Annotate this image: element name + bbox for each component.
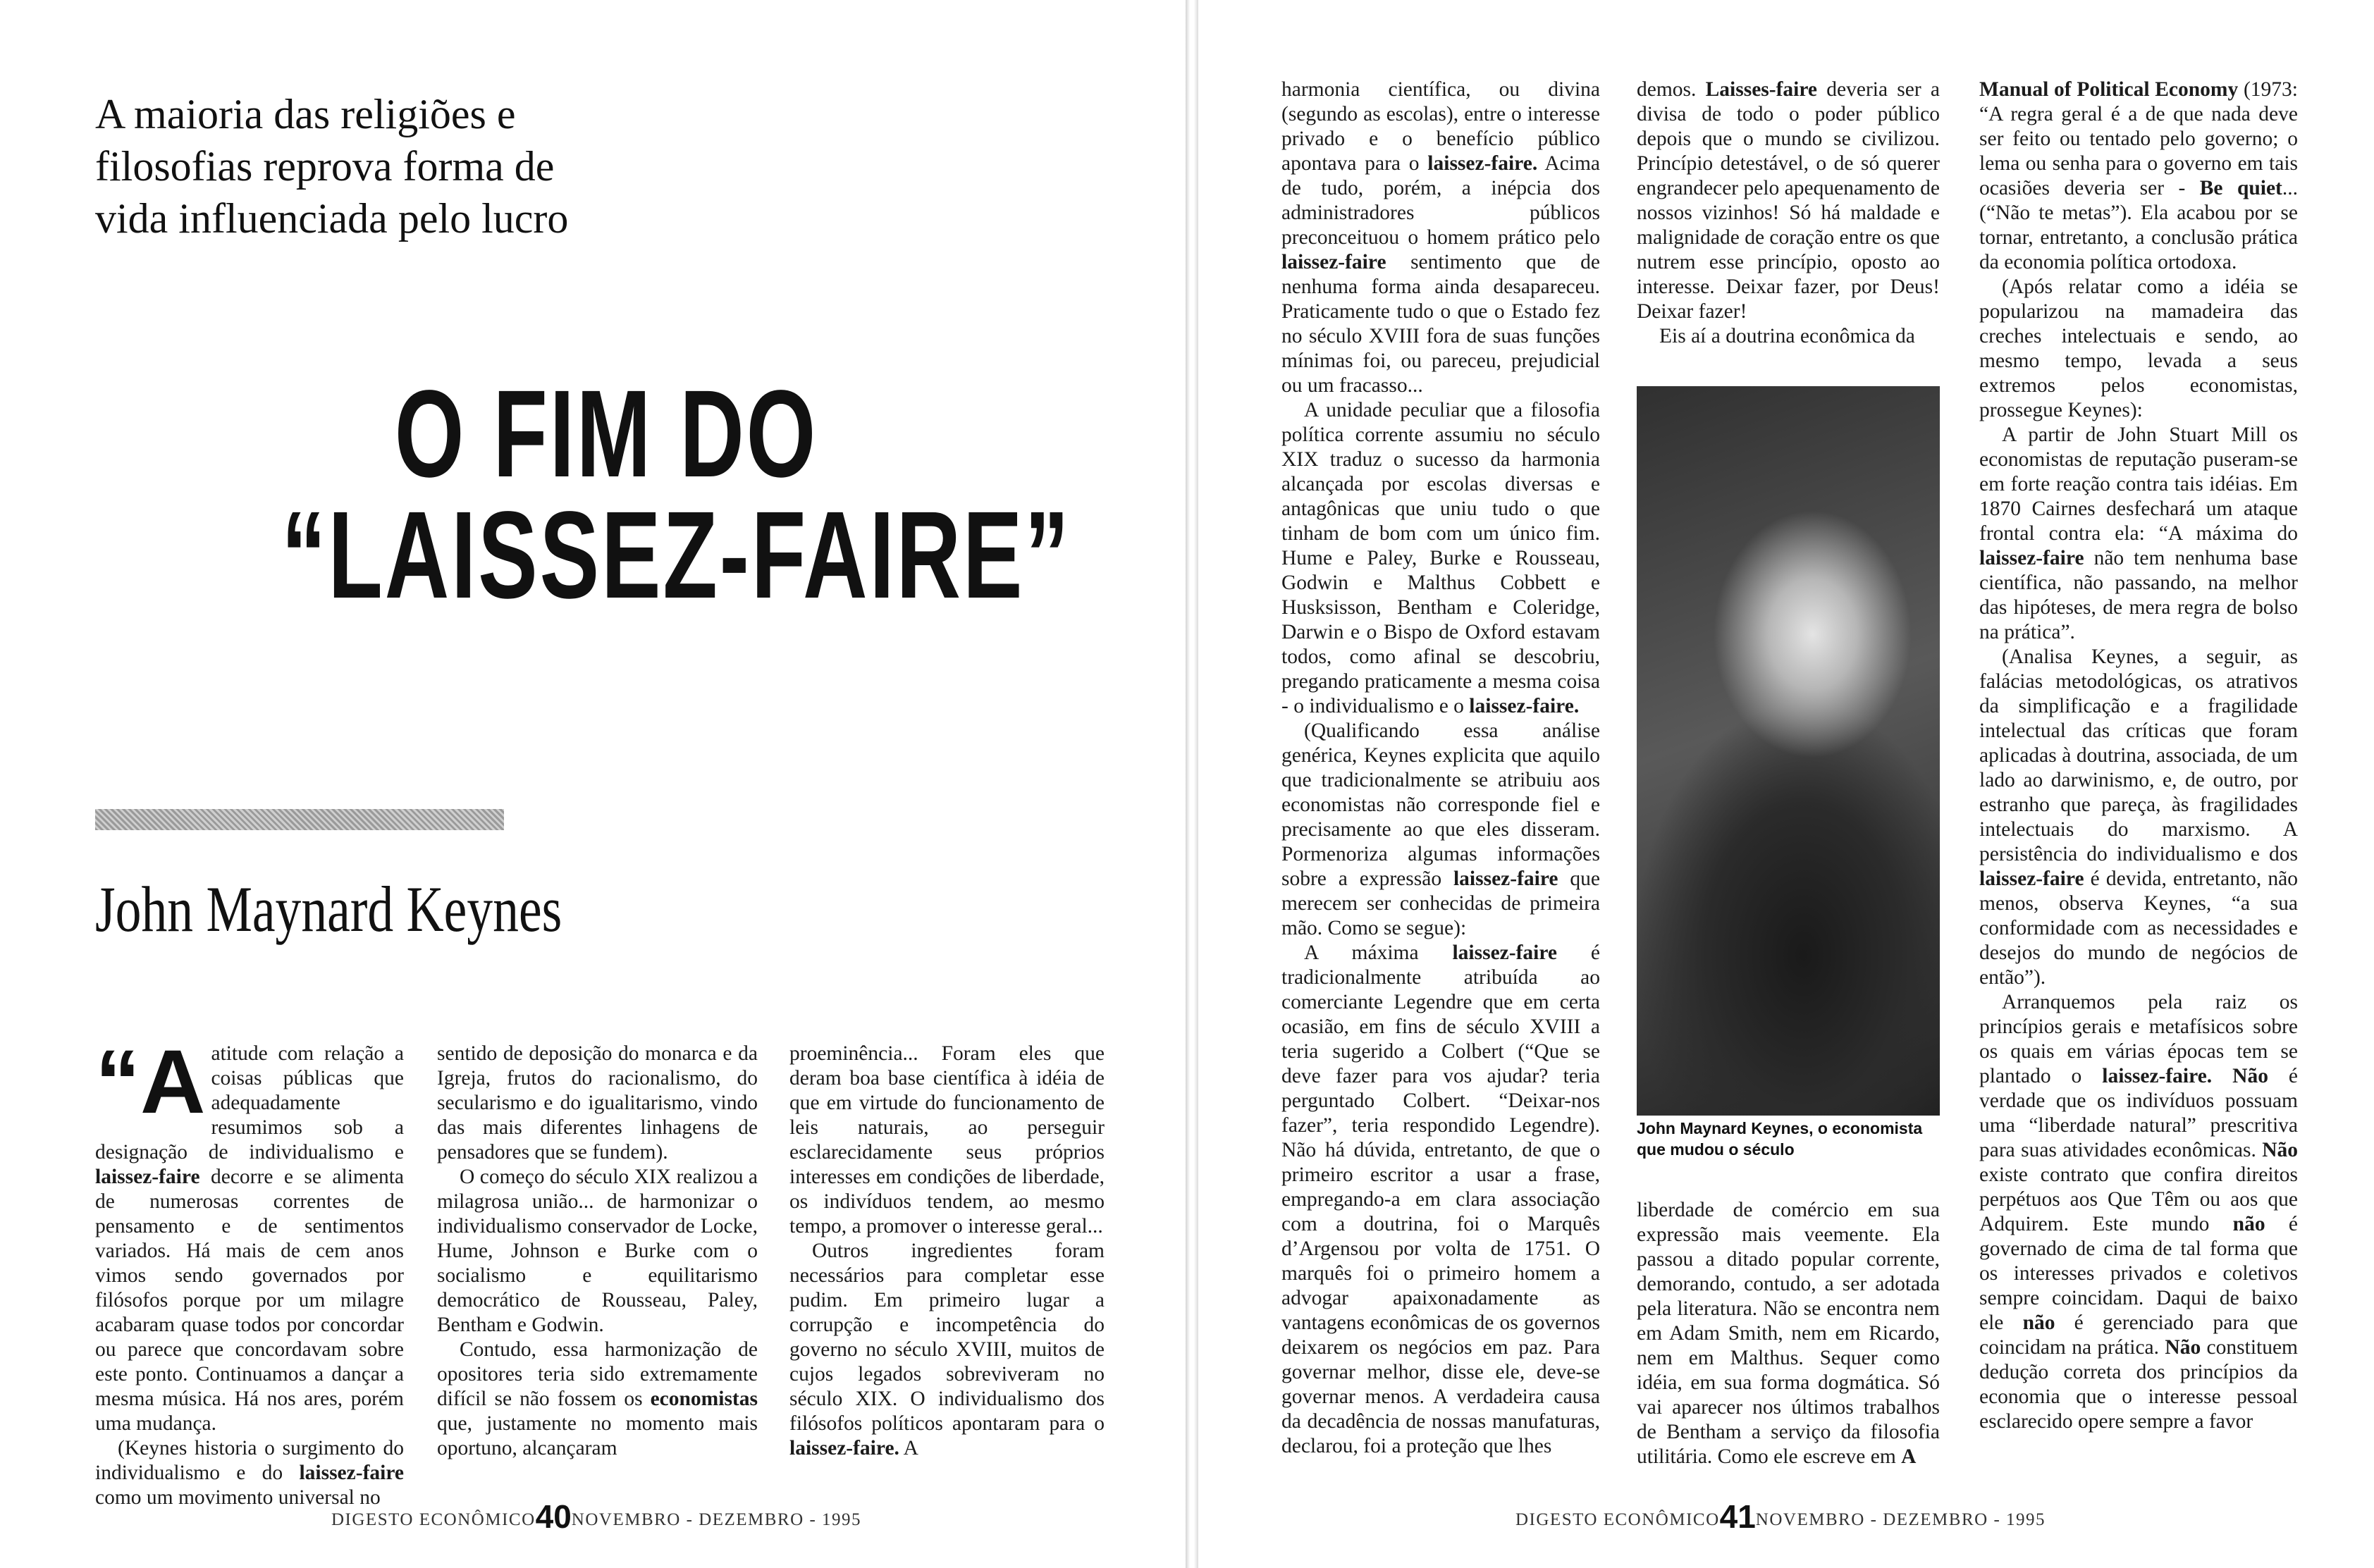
headline-line-2: “LAISSEZ-FAIRE”: [281, 486, 1071, 624]
footer-publication: DIGESTO ECONÔMICO: [1515, 1510, 1720, 1529]
keynes-portrait-photo: [1637, 386, 1940, 1116]
footer-publication: DIGESTO ECONÔMICO: [331, 1510, 536, 1529]
paragraph: harmonia científica, ou divina (segundo as escolas), entre o interesse privado e o benefício público apontava para o laissez-faire. Acima de tudo, porém, a inépcia dos administradores públicos preconceituou o homem prático pelo laissez-faire sentimento que de nenhuma forma ainda desapareceu. Praticamente tudo o que o Estado fez no século XVIII fora de suas funções mínimas foi, ou pareceu, prejudicial ou um fracasso...: [1281, 78, 1600, 397]
left-column-2: [437, 1042, 758, 1461]
paragraph: Manual of Political Economy (1973: “A regra geral é a de que nada deve ser feito ou tentado pelo governo; o lema ou senha para o governo em tais ocasiões deveria ser - Be quiet... (“Não te metas”). Ela acabou por se tornar, entretanto, a conclusão prática da economia política ortodoxa.: [1979, 78, 2298, 273]
headline-line-1: O FIM DO: [394, 365, 818, 503]
photo-caption: John Maynard Keynes, o economista que mudou o século: [1637, 1119, 1923, 1159]
article-headline: [281, 365, 1071, 624]
page-number: 40: [535, 1498, 572, 1535]
page-number: 41: [1719, 1498, 1756, 1535]
right-column-1: [1281, 78, 1600, 1459]
right-column-3: [1979, 78, 2298, 1434]
paragraph: (Após relatar como a idéia se popularizou na mamadeira das creches intelectuais e sendo, ao mesmo tempo, levada a seus extremos pelos economistas, prossegue Keynes):: [1979, 276, 2298, 421]
right-column-2-continued: [1637, 1198, 1940, 1469]
left-page: [0, 0, 1186, 1568]
paragraph: Arranquemos pela raiz os princípios gerais e metafísicos sobre os quais em várias épocas tem se plantado o laissez-faire. Não é verdade que os indivíduos possuam uma “liberdade natural” prescritiva para suas atividades econômicas. Não existe contrato que confira direitos perpétuos aos Que Têm ou aos que Adquirem. Este mundo não é governado de cima de tal forma que os interesses privados e coletivos sempre coincidam. Daqui de baixo ele não é gerenciado para que coincidam na prática. Não constituem dedução correta dos princípios da economia que o interesse pessoal esclarecido opere sempre a favor: [1979, 991, 2299, 1433]
page-gutter: [1186, 0, 1198, 1568]
page-footer: [331, 1498, 861, 1536]
paragraph: “Aatitude com relação a coisas públicas que adequadamente resumimos sob a designação de individualismo e laissez-faire decorre e se alimenta de numerosas correntes de pensamento e de sentimentos variados. Há mais de cem anos vimos sendo governados por filósofos porque por um milagre acabaram quase todos por concordar ou parece que concordavam sobre este ponto. Continuamos a dançar a mesma música. Há nos ares, porém uma mudança.: [95, 1032, 404, 1435]
author-byline: John Maynard Keynes: [95, 873, 562, 945]
paragraph: demos. Laisses-faire deveria ser a divisa de todo o poder público depois que o mundo se civilizou. Princípio detestável, o de só querer engrandecer pelo apequenamento de nossos vizinhos! Só há maldade e malignidade de coração entre os que nutrem esse princípio, oposto ao interesse. Deixar fazer, por Deus! Deixar fazer!: [1637, 78, 1941, 323]
drop-cap: “A: [95, 1032, 206, 1132]
paragraph: sentido de deposição do monarca e da Igreja, frutos do racionalismo, do secularismo e do igualitarismo, vindo das mais diferentes linhagens de pensadores que se fundem).: [437, 1042, 758, 1163]
left-column-3: [789, 1042, 1105, 1461]
page-footer: [1515, 1498, 2046, 1536]
paragraph: (Analisa Keynes, a seguir, as falácias metodológicas, os atrativos da simplificação e a fragilidade intelectual das críticas que foram aplicadas à doutrina, associada, de um lado ao darwinismo, e, de outro, por estranho que pareça, às fragilidades intelectuais do marxismo. A persistência do individualismo e dos laissez-faire é devida, entretanto, não menos, observa Keynes, “a sua conformidade com as necessidades e desejos do mundo de negócios de então”).: [1979, 646, 2298, 989]
paragraph: A unidade peculiar que a filosofia política corrente assumiu no século XIX traduz o sucesso da harmonia alcançada por escolas diversas e antagônicas que uniu tudo o que tinham de bom com um único fim. Hume e Paley, Burke e Rousseau, Godwin e Malthus Cobbett e Husksisson, Bentham e Coleridge, Darwin e o Bispo de Oxford estavam todos, como afinal se descobriu, pregando praticamente a mesma coisa - o individualismo e o laissez-faire.: [1281, 399, 1600, 717]
paragraph: (Qualificando essa análise genérica, Keynes explicita que aquilo que tradicionalmente se atribuiu aos economistas não corresponde fiel e precisamente ao que eles disseram. Pormenoriza algumas informações sobre a expressão laissez-faire que merecem ser conhecidas de primeira mão. Como se segue):: [1281, 720, 1600, 939]
footer-issue: NOVEMBRO - DEZEMBRO - 1995: [1755, 1510, 2046, 1529]
halftone-bar: [95, 809, 504, 830]
paragraph: A máxima laissez-faire é tradicionalmente atribuída ao comerciante Legendre que em certa ocasião, em fins de século XVIII a teria sugerido a Colbert (“Que se deve fazer para vos ajudar? teria perguntado Colbert. “Deixar-nos fazer”, teria respondido Legendre). Não há dúvida, entretanto, de que o primeiro escritor a usar a frase, empregando-a em clara associação com a doutrina, foi o Marquês d’Argensou por volta de 1751. O marquês foi o primeiro homem a advogar apaixonadamente as vantagens econômicas de os governos deixarem os negócios em paz. Para governar melhor, disse ele, deve-se governar menos. A verdadeira causa da decadência de nossas manufaturas, declarou, foi a proteção que lhes: [1281, 942, 1601, 1457]
article-dek: A maioria das religiões e filosofias reprova forma de vida influenciada pelo lucro: [95, 91, 569, 242]
paragraph: proeminência... Foram eles que deram boa base científica à idéia de que em virtude do funcionamento de leis naturais, ao perseguir esclarecidamente seus próprios interesses em condições de liberdade, os indivíduos tendem, ao mesmo tempo, a promover o interesse geral...: [789, 1042, 1105, 1237]
paragraph: Outros ingredientes foram necessários para completar esse pudim. Em primeiro lugar a corrupção e incompetência do governo no século XVIII, muitos de cujos legados sobreviveram no século XIX. O individualismo dos filósofos políticos apontaram para o laissez-faire. A: [789, 1240, 1105, 1459]
paragraph: Eis aí a doutrina econômica da: [1659, 325, 1915, 347]
paragraph: Contudo, essa harmonização de opositores teria sido extremamente difícil se não fossem os economistas que, justamente no momento mais oportuno, alcançaram: [437, 1338, 758, 1459]
paragraph: liberdade de comércio em sua expressão mais veemente. Ela passou a ditado popular corrente, demorando, contudo, a ser adotada pela literatura. Não se encontra nem em Adam Smith, nem em Ricardo, nem em Malthus. Sequer como idéia, em sua forma dogmática. Só vai aparecer nos últimos trabalhos de Bentham a serviço da filosofia utilitária. Como ele escreve em A: [1637, 1199, 1940, 1468]
paragraph: (Keynes historia o surgimento do individualismo e do laissez-faire como um movimento universal no: [95, 1437, 404, 1509]
left-column-1: [95, 1032, 404, 1510]
footer-issue: NOVEMBRO - DEZEMBRO - 1995: [571, 1510, 862, 1529]
paragraph: O começo do século XIX realizou a milagrosa união... de harmonizar o individualismo conservador de Locke, Hume, Johnson e Burke com o socialismo e equilitarismo democrático de Rousseau, Paley, Bentham e Godwin.: [437, 1166, 758, 1336]
paragraph: A partir de John Stuart Mill os economistas de reputação puseram-se em forte reação contra tais idéias. Em 1870 Cairnes desfechará um ataque frontal contra ela: “A máxima do laissez-faire não tem nenhuma base científica, não passando, na melhor das hipóteses, de mera regra de bolso na prática”.: [1979, 424, 2298, 643]
right-column-2: [1637, 78, 1940, 349]
